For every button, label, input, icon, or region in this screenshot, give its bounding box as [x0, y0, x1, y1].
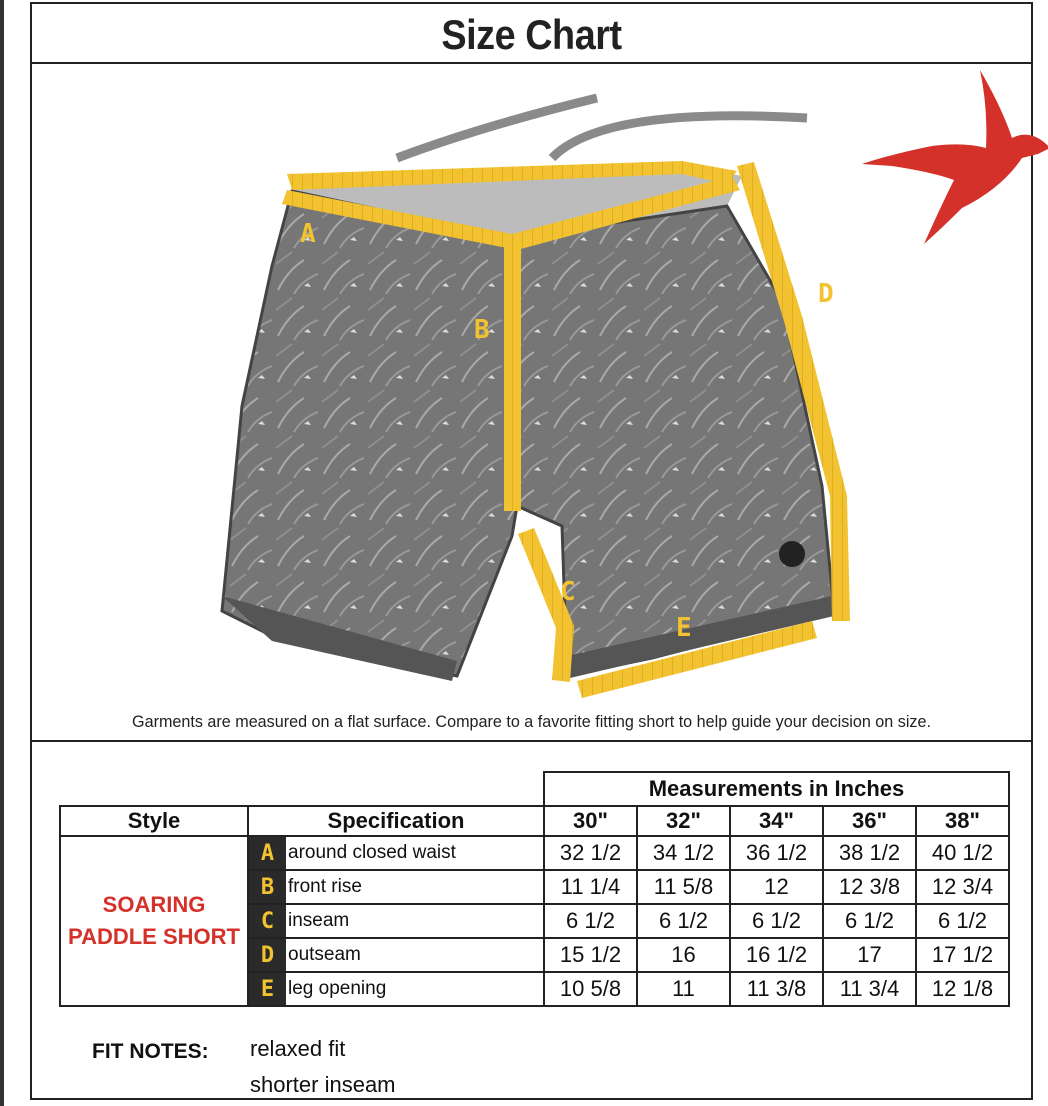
spec-name: leg opening [286, 972, 544, 1006]
spec-letter: D [248, 938, 286, 972]
size-table [59, 771, 1010, 1007]
measurement-value: 10 5/8 [544, 972, 637, 1006]
column-header-row [60, 806, 1009, 836]
measurement-value: 17 1/2 [916, 938, 1009, 972]
table-row [60, 836, 1009, 870]
measurement-value: 11 3/4 [823, 972, 916, 1006]
tape-rise [504, 246, 521, 511]
measurement-value: 40 1/2 [916, 836, 1009, 870]
measuring-caption: Garments are measured on a flat surface. Compare to a favorite fitting short to help guide your decision on size. [132, 712, 931, 731]
measurement-value: 11 5/8 [637, 870, 730, 904]
measurement-value: 6 1/2 [637, 904, 730, 938]
measurements-header: Measurements in Inches [544, 772, 1009, 806]
measurement-value: 16 1/2 [730, 938, 823, 972]
diagram-label-d: D [818, 279, 834, 309]
diagram-label-e: E [676, 613, 692, 643]
measurement-value: 11 [637, 972, 730, 1006]
spec-name: outseam [286, 938, 544, 972]
fit-note-item: shorter inseam [250, 1072, 396, 1097]
spec-name: around closed waist [286, 836, 544, 870]
size-header: 38" [916, 806, 1009, 836]
fit-notes-label: FIT NOTES: [92, 1040, 209, 1063]
measurement-value: 6 1/2 [823, 904, 916, 938]
measurement-value: 6 1/2 [916, 904, 1009, 938]
size-header: 36" [823, 806, 916, 836]
spec-header: Specification [248, 806, 544, 836]
shorts-body [222, 191, 834, 676]
swallow-bird-logo [862, 68, 1048, 248]
spec-letter: B [248, 870, 286, 904]
style-name-line2: PADDLE SHORT [68, 924, 240, 949]
measurement-value: 15 1/2 [544, 938, 637, 972]
size-header: 34" [730, 806, 823, 836]
measurement-value: 34 1/2 [637, 836, 730, 870]
fit-note-item: relaxed fit [250, 1036, 346, 1061]
shorts-photo [182, 66, 882, 706]
measurement-value: 12 3/4 [916, 870, 1009, 904]
size-header: 30" [544, 806, 637, 836]
section-divider [32, 740, 1031, 742]
measurement-value: 32 1/2 [544, 836, 637, 870]
spec-letter: C [248, 904, 286, 938]
spec-name: inseam [286, 904, 544, 938]
measurement-value: 12 3/8 [823, 870, 916, 904]
spec-letter: A [248, 836, 286, 870]
spec-letter: E [248, 972, 286, 1006]
style-name [60, 836, 248, 1006]
diagram-label-a: A [300, 219, 316, 249]
measurement-value: 6 1/2 [544, 904, 637, 938]
drawstring-right [552, 116, 807, 158]
header-row [32, 4, 1031, 64]
measurement-value: 16 [637, 938, 730, 972]
diagram-label-b: B [474, 315, 490, 345]
left-edge-bar [0, 0, 4, 1106]
page-title: Size Chart [441, 11, 622, 58]
spec-name: front rise [286, 870, 544, 904]
measurement-value: 6 1/2 [730, 904, 823, 938]
diagram-label-c: C [560, 577, 576, 607]
style-header: Style [60, 806, 248, 836]
measurement-value: 38 1/2 [823, 836, 916, 870]
style-name-line1: SOARING [102, 892, 206, 917]
measurement-value: 12 [730, 870, 823, 904]
measurement-value: 11 1/4 [544, 870, 637, 904]
measurements-header-row [60, 772, 1009, 806]
size-chart-frame [30, 2, 1033, 1100]
measurement-value: 17 [823, 938, 916, 972]
measurement-value: 11 3/8 [730, 972, 823, 1006]
size-header: 32" [637, 806, 730, 836]
measurement-value: 36 1/2 [730, 836, 823, 870]
measurement-value: 12 1/8 [916, 972, 1009, 1006]
